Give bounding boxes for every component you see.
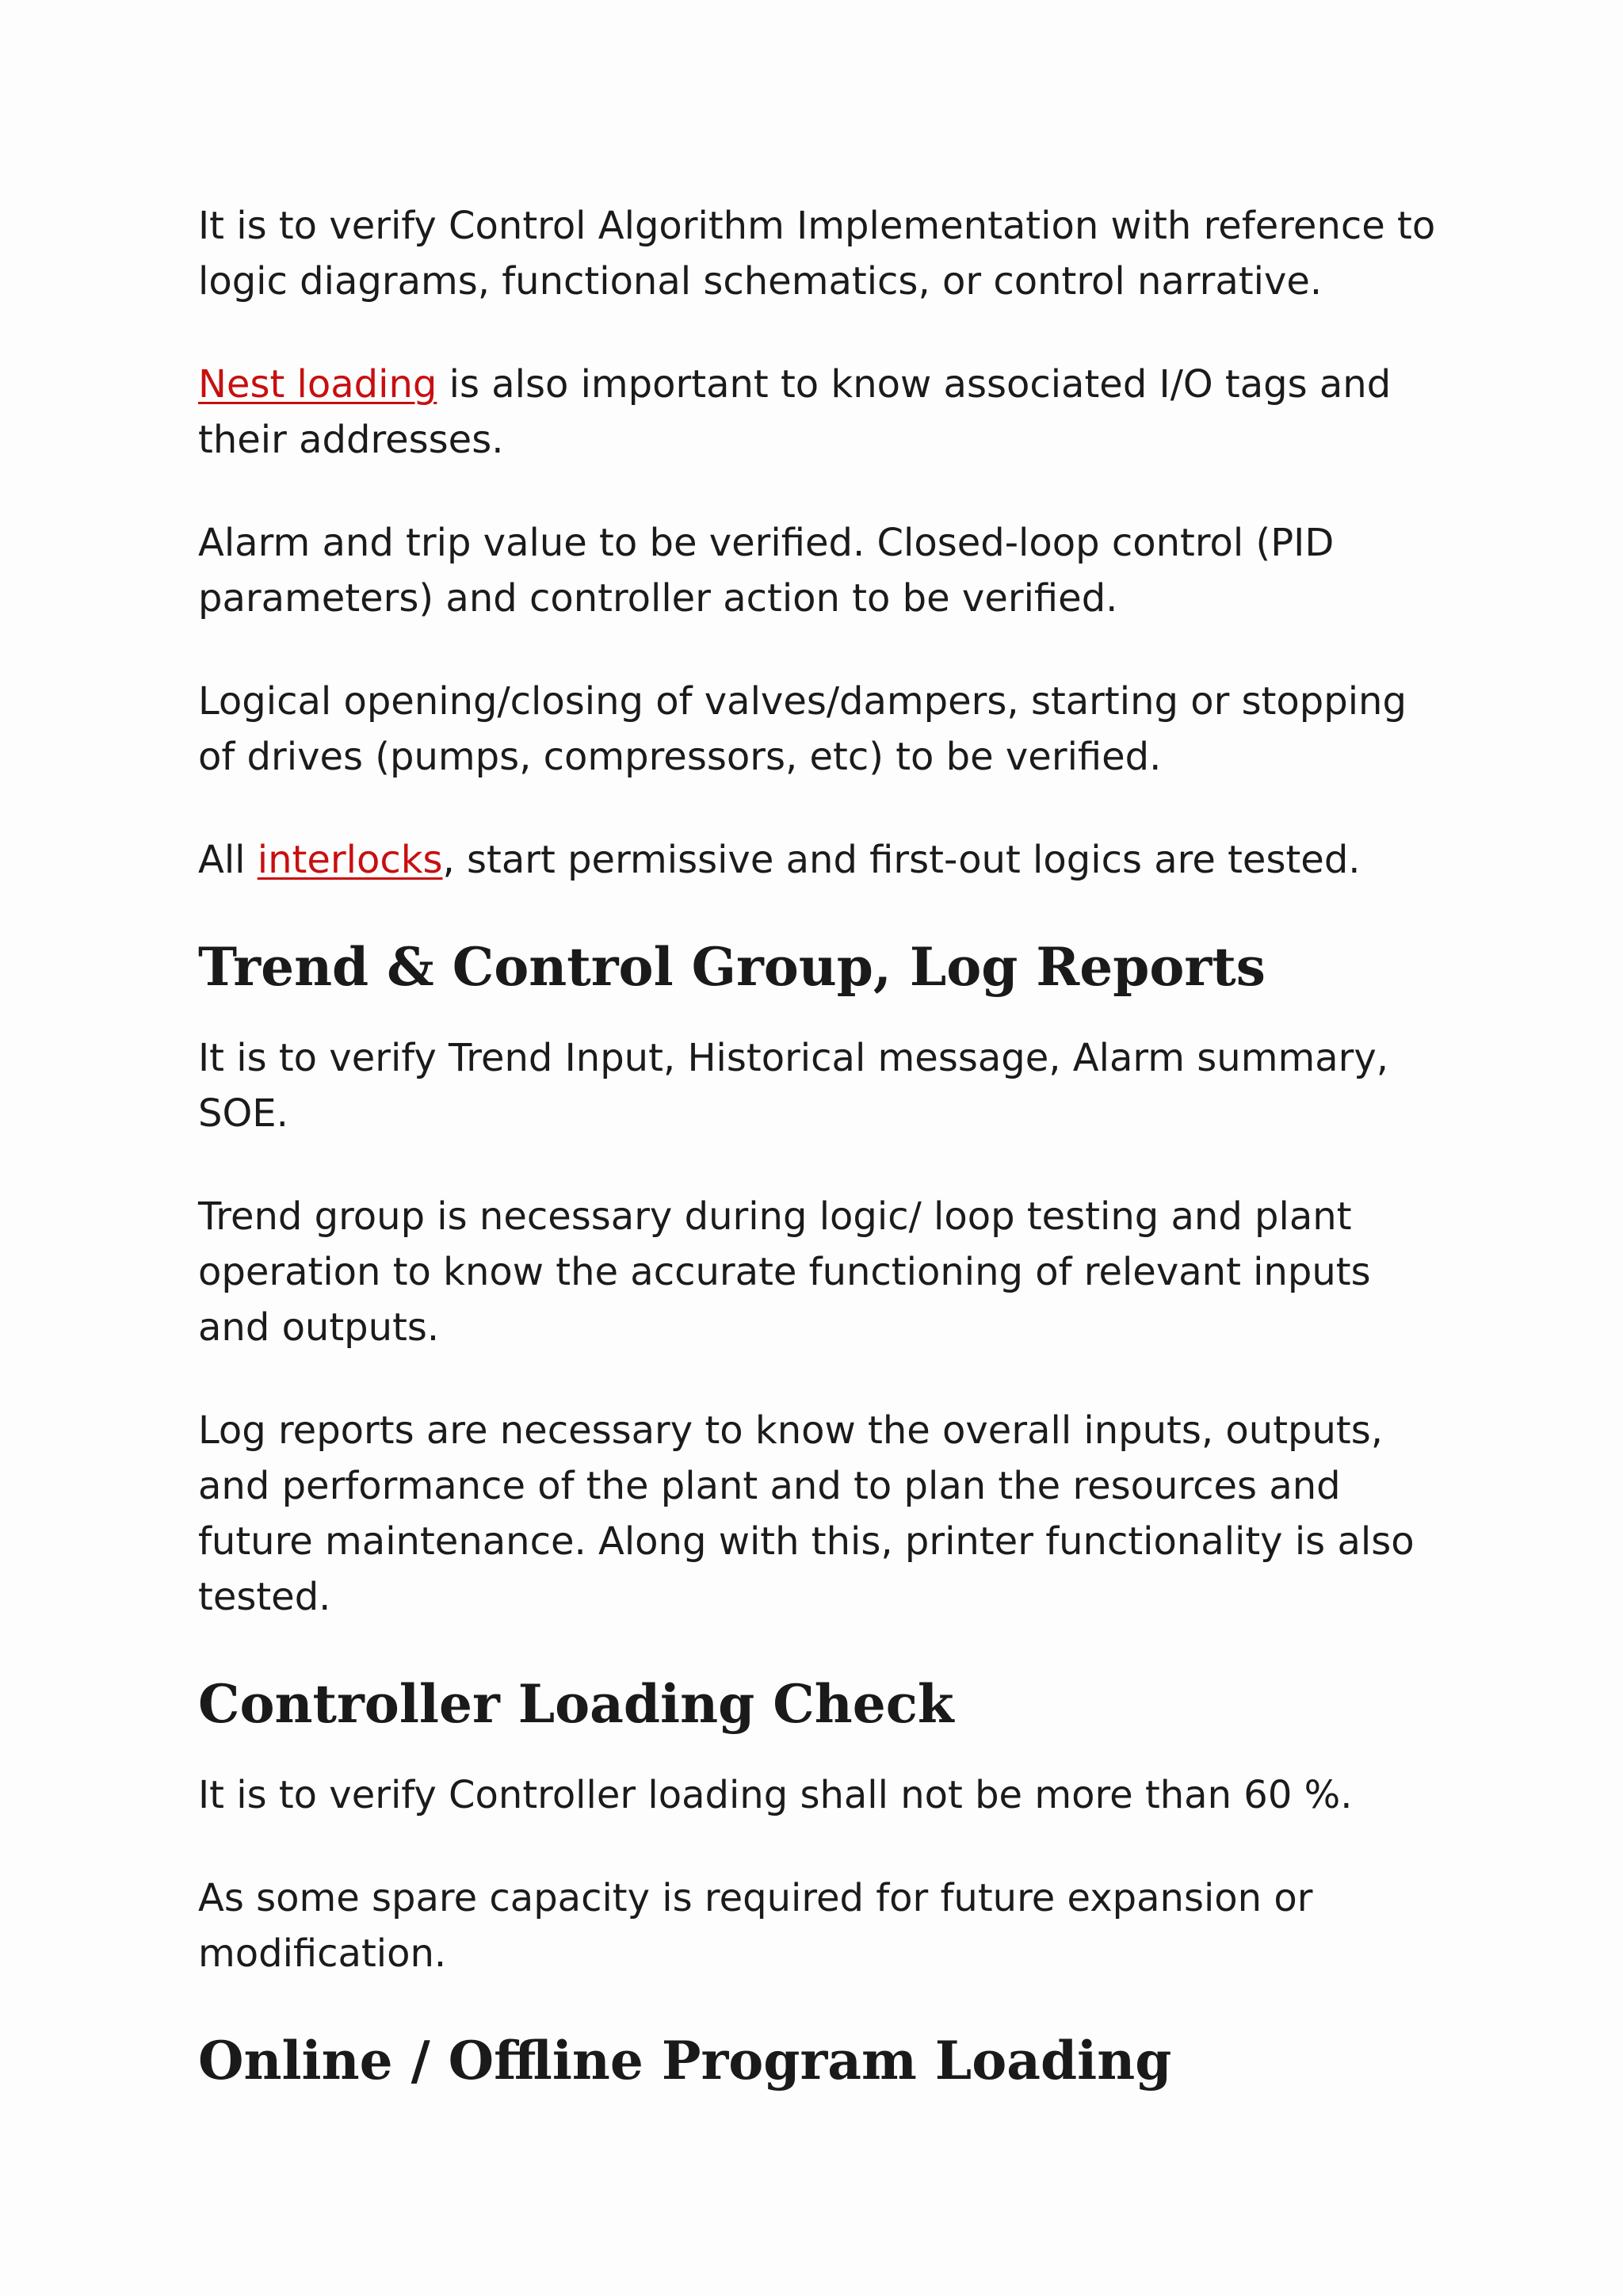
paragraph-nest-loading — [198, 357, 1450, 468]
paragraph-nest-loading-text: is also important to know associated I/O tags and their addresses. — [198, 362, 1392, 462]
paragraph-logical-opening: Logical opening/closing of valves/dampers, starting or stopping of drives (pumps, compressors, etc) to be verified. — [198, 679, 1407, 779]
paragraph-spare-capacity: As some spare capacity is required for future expansion or modification. — [198, 1876, 1313, 1976]
paragraph-interlocks — [198, 832, 1450, 888]
document-page — [198, 198, 1450, 2124]
nest-loading-link[interactable]: Nest loading — [198, 362, 437, 407]
interlocks-link[interactable]: interlocks — [257, 838, 443, 882]
paragraph-interlocks-text: , start permissive and first-out logics are tested. — [442, 838, 1361, 882]
heading-controller-loading: Controller Loading Check — [198, 1673, 954, 1735]
paragraph-log-reports: Log reports are necessary to know the overall inputs, outputs, and performance of the plant and to plan the resources and future maintenance. Along with this, printer functionality is also tested. — [198, 1408, 1415, 1619]
paragraph-interlocks-prefix: All — [198, 838, 258, 882]
heading-program-loading: Online / Offline Program Loading — [198, 2030, 1172, 2092]
paragraph-alarm-trip: Alarm and trip value to be verified. Closed-loop control (PID parameters) and controller action to be verified. — [198, 521, 1335, 621]
paragraph-trend-input: It is to verify Trend Input, Historical message, Alarm summary, SOE. — [198, 1036, 1389, 1136]
paragraph-controller-loading: It is to verify Controller loading shall not be more than 60 %. — [198, 1773, 1353, 1817]
heading-trend-control-group: Trend & Control Group, Log Reports — [198, 936, 1266, 998]
paragraph-trend-group: Trend group is necessary during logic/ loop testing and plant operation to know the accurate functioning of relevant inputs and outputs. — [198, 1194, 1371, 1350]
paragraph-control-algorithm: It is to verify Control Algorithm Implementation with reference to logic diagrams, functional schematics, or control narrative. — [198, 204, 1436, 304]
